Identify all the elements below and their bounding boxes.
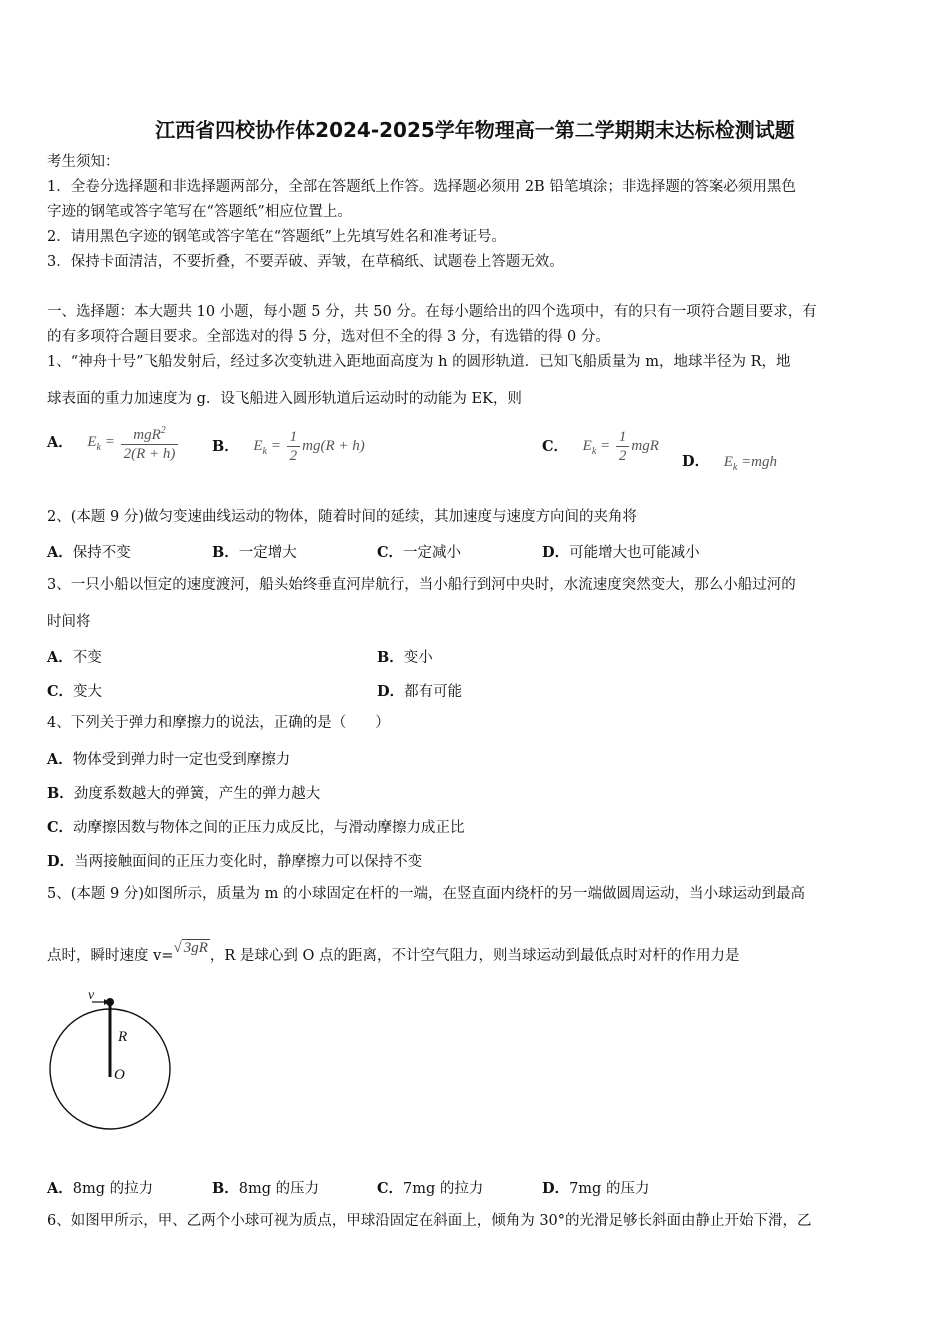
notice-line-3: 3．保持卡面清洁，不要折叠，不要弄破、弄皱，在草稿纸、试题卷上答题无效。 xyxy=(47,254,564,270)
q4-option-c[interactable]: C．动摩擦因数与物体之间的正压力成反比，与滑动摩擦力成正比 xyxy=(47,819,465,836)
formula-c: $E_k$ = $\frac{1}{2}$ mgR xyxy=(582,429,659,464)
section-intro-line-1: 一、选择题：本大题共 10 小题，每小题 5 分，共 50 分。在每小题给出的四个选项中，有的只有一项符合题目要求，有 xyxy=(47,304,817,320)
option-label: A． xyxy=(47,434,73,452)
q4-option-d[interactable]: D．当两接触面间的正压力变化时，静摩擦力可以保持不变 xyxy=(47,853,423,870)
q6-line-1: 6、如图甲所示，甲、乙两个小球可视为质点，甲球沿固定在斜面上，倾角为 30°的光滑足够长斜面由静止开始下滑，乙 xyxy=(47,1213,812,1229)
q1-option-a[interactable] xyxy=(47,422,180,463)
q1-line-2: 球表面的重力加速度为 g．设飞船进入圆形轨道后运动时的动能为 EK，则 xyxy=(47,391,522,407)
notice-line-2: 2．请用黑色字迹的钢笔或答字笔在“答题纸”上先填写姓名和准考证号。 xyxy=(47,229,507,245)
q5-option-d[interactable]: D．7mg 的压力 xyxy=(542,1180,650,1197)
q4-option-b[interactable]: B．劲度系数越大的弹簧，产生的弹力越大 xyxy=(47,785,321,802)
q5-line-1: 5、(本题 9 分)如图所示，质量为 m 的小球固定在杆的一端，在竖直面内绕杆的另一端做圆周运动，当小球运动到最高 xyxy=(47,886,805,902)
q5-line-2: 点时，瞬时速度 v=√ 3gR ，R 是球心到 O 点的距离，不计空气阻力，则当球运动到最低点时对杆的作用力是 xyxy=(47,940,740,964)
q4-stem: 4、下列关于弹力和摩擦力的说法，正确的是（ ） xyxy=(47,715,390,731)
label-v: v xyxy=(88,988,95,1003)
q3-option-d[interactable]: D．都有可能 xyxy=(377,683,463,700)
q5-option-a[interactable]: A．8mg 的拉力 xyxy=(47,1180,154,1197)
q2-option-d[interactable]: D．可能增大也可能减小 xyxy=(542,544,700,561)
option-label: B． xyxy=(212,438,239,456)
q1-option-b[interactable] xyxy=(212,428,365,465)
q4-option-a[interactable]: A．物体受到弹力时一定也受到摩擦力 xyxy=(47,751,291,768)
q3-option-a[interactable]: A．不变 xyxy=(47,649,102,666)
q2-stem: 2、(本题 9 分)做匀变速曲线运动的物体，随着时间的延续，其加速度与速度方向间的夹角将 xyxy=(47,509,637,525)
notice-line-1a: 1．全卷分选择题和非选择题两部分，全部在答题纸上作答。选择题必须用 2B 铅笔填涂；非选择题的答案必须用黑色 xyxy=(47,179,796,195)
q1-line-1: 1、“神舟十号”飞船发射后，经过多次变轨进入距地面高度为 h 的圆形轨道．已知飞船质量为 m，地球半径为 R，地 xyxy=(47,354,791,370)
q2-option-c[interactable]: C．一定减小 xyxy=(377,544,462,561)
q3-line-2: 时间将 xyxy=(47,614,91,630)
q1-option-d[interactable] xyxy=(682,450,777,473)
q1-option-c[interactable] xyxy=(542,428,659,465)
q5-option-b[interactable]: B．8mg 的压力 xyxy=(212,1180,320,1197)
notice-heading: 考生须知： xyxy=(47,154,120,170)
formula-a: $E_k$ = $\frac{mgR^2}{2(R + h)}$ xyxy=(87,434,180,450)
formula-b: $E_k$ = $\frac{1}{2}$ mg(R + h) xyxy=(253,429,365,464)
label-r: R xyxy=(118,1029,128,1045)
label-o: O xyxy=(114,1067,125,1083)
page-title: 江西省四校协作体2024-2025学年物理高一第二学期期末达标检测试题 xyxy=(155,118,795,142)
q5-option-c[interactable]: C．7mg 的拉力 xyxy=(377,1180,484,1197)
q2-option-b[interactable]: B．一定增大 xyxy=(212,544,297,561)
option-label: C． xyxy=(542,438,569,456)
notice-line-1b: 字迹的钢笔或答字笔写在“答题纸”相应位置上。 xyxy=(47,204,352,220)
sqrt-expression: √ 3gR xyxy=(173,940,208,956)
section-intro-line-2: 的有多项符合题目要求。全部选对的得 5 分，选对但不全的得 3 分，有选错的得 0 分。 xyxy=(47,329,610,345)
formula-d: $E_k =mgh$ xyxy=(723,454,778,473)
circular-motion-figure xyxy=(46,985,176,1140)
q2-option-a[interactable]: A．保持不变 xyxy=(47,544,131,561)
q3-option-c[interactable]: C．变大 xyxy=(47,683,103,700)
q3-option-b[interactable]: B．变小 xyxy=(377,649,433,666)
q3-line-1: 3、一只小船以恒定的速度渡河，船头始终垂直河岸航行，当小船行到河中央时，水流速度突然变大，那么小船过河的 xyxy=(47,577,796,593)
option-label: D． xyxy=(682,453,710,470)
